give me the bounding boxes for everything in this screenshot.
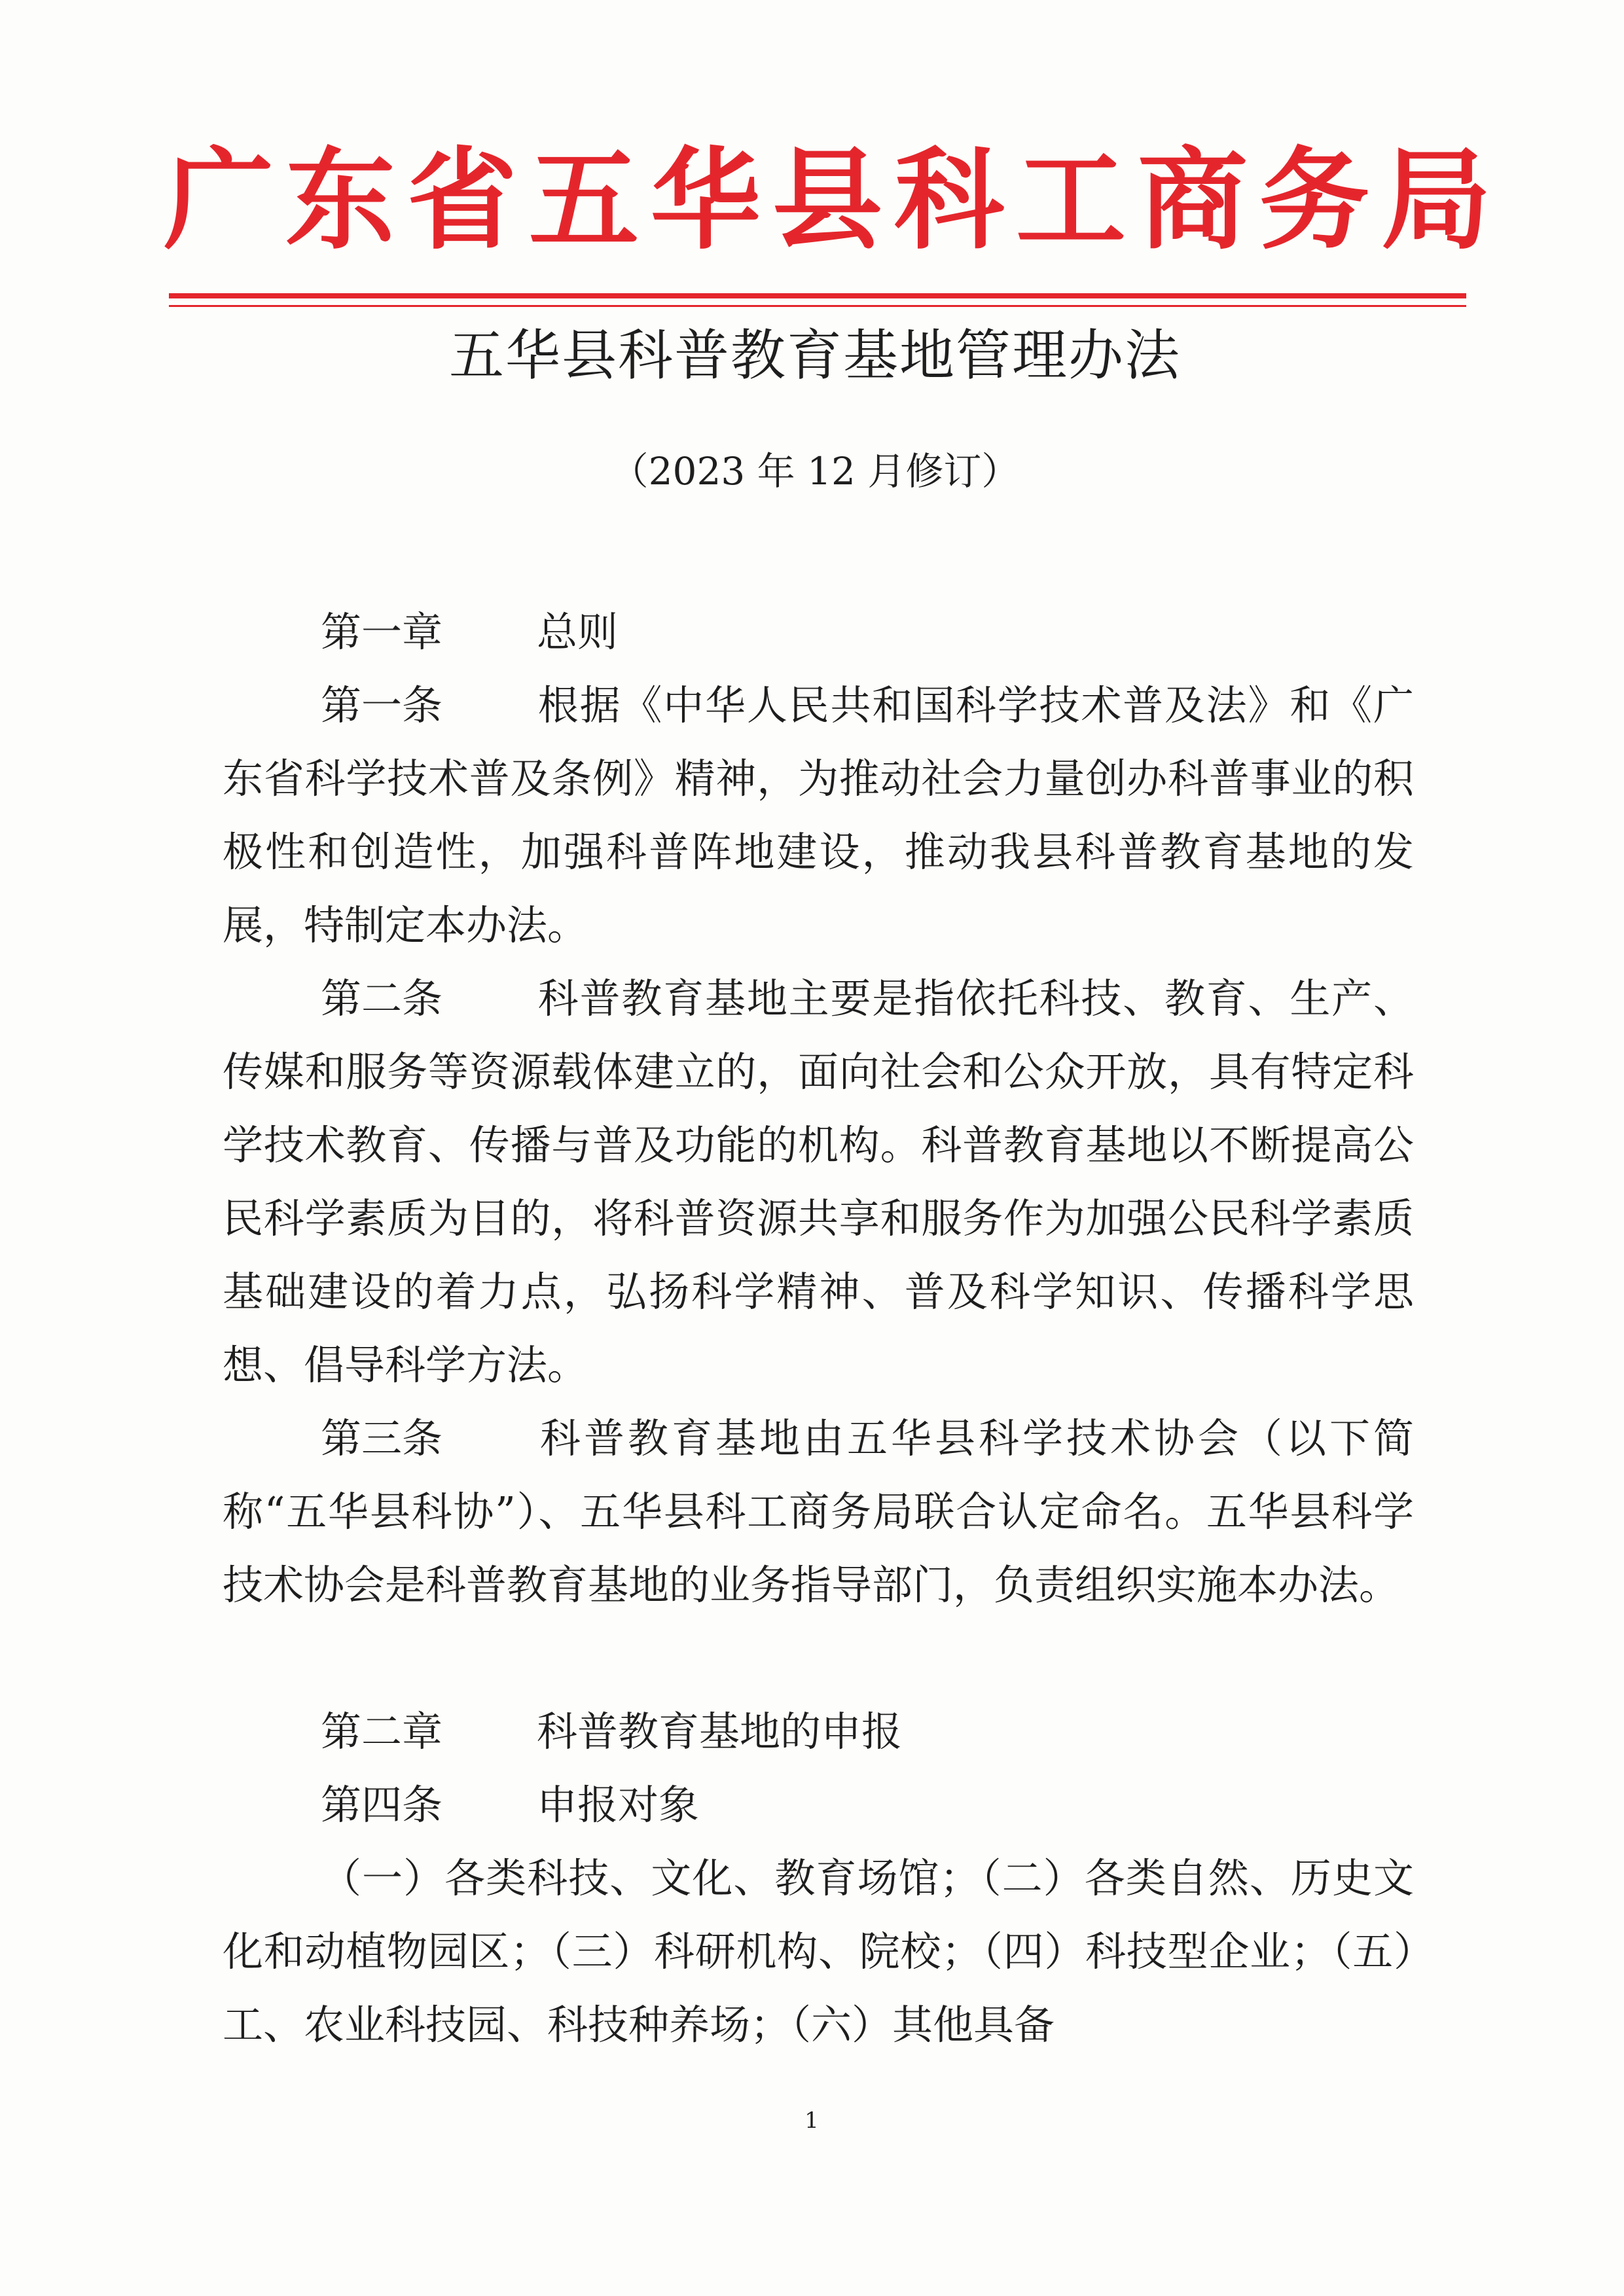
chapter-title: 科普教育基地的申报 [537,1708,903,1755]
article-number: 第一条 [321,681,443,729]
article-text: 申报对象 [537,1781,700,1829]
letterhead-red-rule-thin [169,305,1466,307]
page-number: 1 [804,2108,819,2134]
article-number: 第三条 [321,1414,443,1462]
article-text: 科普教育基地主要是指依托科技、教育、生产、传媒和服务等资源载体建立的，面向社会和公众开放，具有特定科学技术教育、传播与普及功能的机构。科普教育基地以不断提高公民科学素质为目的，将科普资源共享和服务作为加强公民科学素质基础建设的着力点，弘扬科学精神、普及科学知识、传播科学思想、倡导科学方法。 [223,975,1414,1389]
article-text: 根据《中华人民共和国科学技术普及法》和《广东省科学技术普及条例》精神，为推动社会力量创办科普事业的积极性和创造性，加强科普阵地建设，推动我县科普教育基地的发展，特制定本办法。 [223,681,1414,949]
letterhead-red-rule-thick [169,293,1466,298]
chapter-title: 总则 [537,608,619,656]
applicant-types-list: （一）各类科技、文化、教育场馆；（二）各类自然、历史文化和动植物园区；（三）科研机构、院校；（四）科技型企业；（五）工、农业科技园、科技种养场；（六）其他具备 [223,1854,1414,2049]
article-number: 第四条 [321,1781,443,1829]
chapter-heading-2 [321,1695,902,1768]
article-text: 科普教育基地由五华县科学技术协会（以下简称“五华县科协”）、五华县科工商务局联合认定命名。五华县科学技术协会是科普教育基地的业务指导部门，负责组织实施本办法。 [223,1414,1414,1609]
article-number: 第二条 [321,975,443,1022]
document-title: 五华县科普教育基地管理办法 [448,323,1181,387]
chapter-number: 第一章 [321,608,443,656]
article-3 [223,1402,1414,1622]
article-4 [321,1768,699,1842]
chapter-heading-1 [321,596,618,669]
article-1 [223,669,1414,962]
letterhead-org-name: 广东省五华县科工商务局 [164,135,1503,264]
revision-note: （2023 年 12 月修订） [610,449,1020,493]
chapter-number: 第二章 [321,1708,443,1755]
article-2 [223,962,1414,1402]
